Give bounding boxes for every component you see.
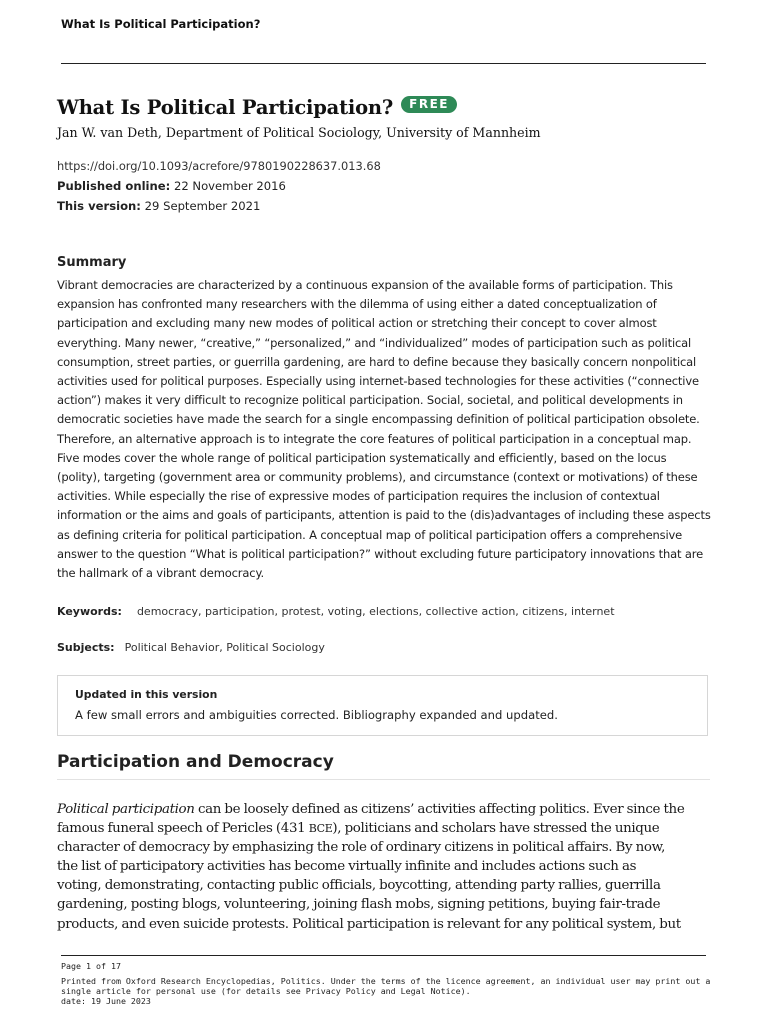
summary-line: expansion has confronted many researchers with the dilemma of using either a dated conceptualization of: [57, 297, 657, 312]
print-notice-line: single article for personal use (for details see Privacy Policy and Legal Notice).: [61, 986, 471, 996]
body-paragraph: [57, 800, 717, 934]
summary-line: participation and excluding many new modes of political action or stretching their concept to cover almost: [57, 316, 657, 331]
section-divider: [57, 779, 710, 780]
summary-line: information or the aims and goals of participants, attention is paid to the (dis)advantages of including these aspects: [57, 508, 711, 523]
article-title: What Is Political Participation?: [57, 96, 394, 119]
summary-line: everything. Many newer, “creative,” “personalized,” and “individualized” modes of participation such as political: [57, 335, 692, 350]
print-notice: [61, 976, 711, 1006]
keywords-list[interactable]: democracy, participation, protest, voting, elections, collective action, citizens, internet: [136, 605, 615, 618]
print-notice-line: Printed from Oxford Research Encyclopedias, Politics. Under the terms of the licence agreement, an individual user may print out a: [61, 976, 711, 986]
body-text-segment: ), politicians and scholars have stressed the unique: [332, 821, 660, 837]
subjects-row: [57, 641, 325, 654]
body-italic-term: Political participation: [57, 802, 195, 817]
body-line: [57, 819, 717, 838]
summary-line: activities used for political purposes. Especially using internet-based technologies for these activities (“connective: [57, 374, 699, 389]
header-divider: [61, 63, 706, 64]
summary-line: answer to the question “What is political participation?” without excluding future participatory innovations that are: [57, 546, 703, 561]
summary-heading: Summary: [57, 255, 127, 270]
body-text-segment: famous funeral speech of Pericles (431: [57, 821, 309, 837]
summary-line: (polity), targeting (government area or community problems), and circumstance (context or motivations) of these: [57, 470, 698, 485]
free-badge: FREE: [401, 96, 457, 113]
body-line: [57, 800, 717, 819]
body-line: voting, demonstrating, contacting public officials, boycotting, attending party rallies, guerrilla: [57, 878, 661, 894]
summary-line: the hallmark of a vibrant democracy.: [57, 566, 264, 581]
footer-divider: [61, 955, 706, 956]
summary-text: [57, 276, 713, 583]
version-label: This version:: [57, 199, 141, 213]
doi-link[interactable]: https://doi.org/10.1093/acrefore/9780190228637.013.68: [57, 159, 381, 173]
version-date: 29 September 2021: [144, 199, 261, 213]
published-date: 22 November 2016: [173, 179, 286, 193]
summary-line: Five modes cover the whole range of political participation systematically and efficiently, based on the locus: [57, 450, 667, 465]
body-line: character of democracy by emphasizing the role of ordinary citizens in political affairs. By now,: [57, 840, 666, 856]
this-version: [57, 199, 260, 213]
published-online: [57, 179, 286, 193]
keywords-label: Keywords:: [57, 605, 122, 618]
update-notice-box: [57, 675, 708, 736]
published-label: Published online:: [57, 179, 171, 193]
page-number: Page 1 of 17: [61, 961, 121, 971]
update-notice-title: Updated in this version: [75, 688, 218, 701]
summary-line: as defining criteria for political participation. A conceptual map of political participation offers a comprehensive: [57, 527, 683, 542]
subjects-list[interactable]: Political Behavior, Political Sociology: [124, 641, 325, 654]
summary-line: Therefore, an alternative approach is to integrate the core features of political participation in a conceptual map.: [57, 431, 692, 446]
title-row: [57, 96, 457, 119]
summary-line: democratic societies have made the search for a single encompassing definition of political participation obsolete.: [57, 412, 700, 427]
author-line: Jan W. van Deth, Department of Political Sociology, University of Mannheim: [57, 125, 541, 140]
print-notice-line: date: 19 June 2023: [61, 996, 151, 1006]
summary-line: action”) makes it very difficult to recognize political participation. Social, societal, and political developments in: [57, 393, 683, 408]
subjects-label: Subjects:: [57, 641, 115, 654]
section-heading: Participation and Democracy: [57, 752, 334, 772]
summary-line: activities. While especially the rise of expressive modes of participation requires the inclusion of contextual: [57, 489, 660, 504]
summary-line: Vibrant democracies are characterized by a continuous expansion of the available forms of participation. This: [57, 278, 673, 292]
keywords-row: [57, 605, 615, 618]
running-head: What Is Political Participation?: [61, 17, 261, 31]
era-abbreviation: BCE: [308, 822, 333, 836]
body-line: the list of participatory activities has become virtually infinite and includes actions such as: [57, 859, 637, 875]
update-notice-text: A few small errors and ambiguities corrected. Bibliography expanded and updated.: [75, 708, 558, 722]
body-line: products, and even suicide protests. Political participation is relevant for any political system, but: [57, 916, 681, 932]
summary-line: consumption, street parties, or guerrilla gardening, are hard to define because they basically concern nonpolitical: [57, 354, 697, 369]
body-line: gardening, posting blogs, volunteering, joining flash mobs, signing petitions, buying fair-trade: [57, 897, 661, 913]
body-text-segment: can be loosely defined as citizens’ activities affecting politics. Ever since the: [194, 802, 685, 817]
